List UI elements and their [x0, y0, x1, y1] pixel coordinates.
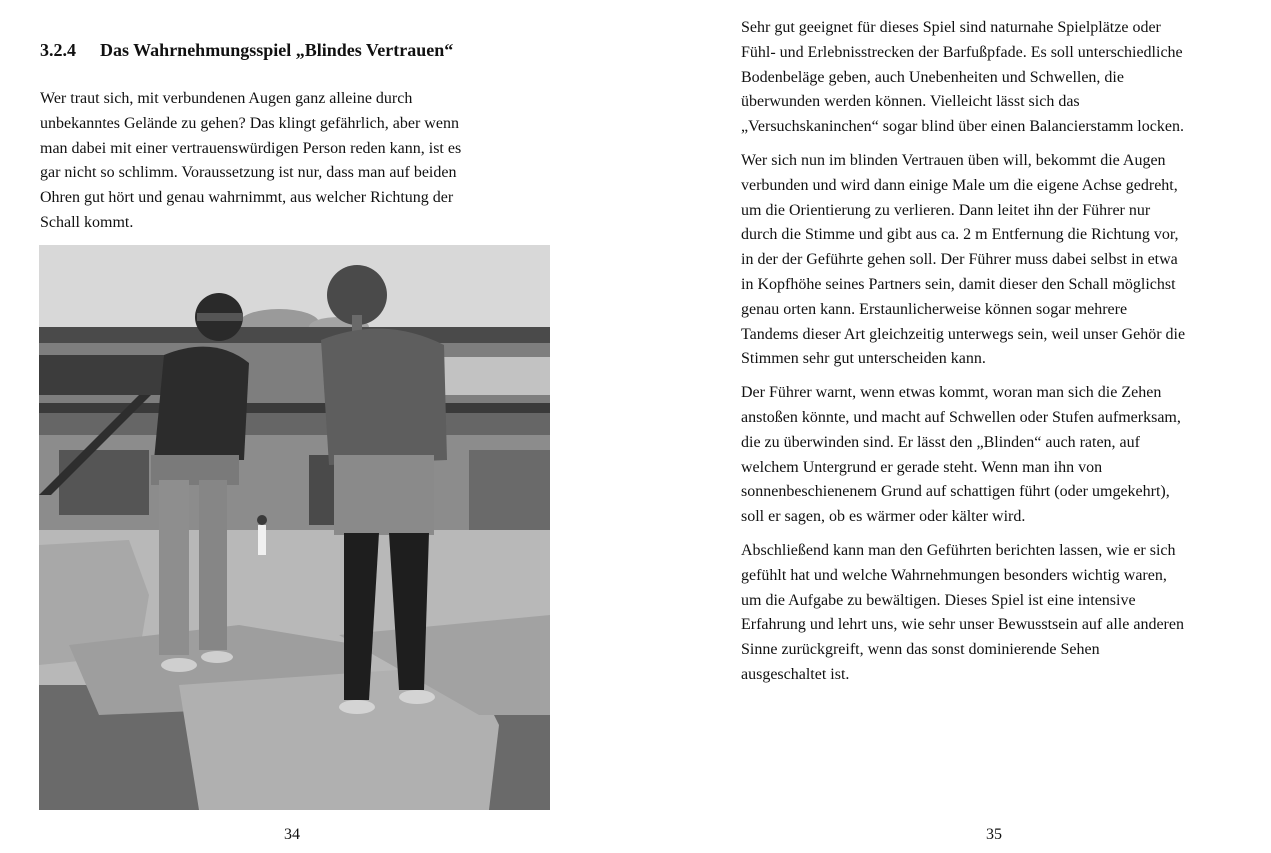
section-number: 3.2.4: [40, 40, 76, 60]
text-line: Tandems dieser Art gleichzeitig unterwegs sein, weil unser Gehör die: [741, 325, 1186, 343]
section-title: Das Wahrnehmungsspiel „Blindes Vertrauen“: [100, 40, 454, 60]
text-line: soll er sagen, ob es wärmer oder kälter wird.: [741, 508, 1026, 526]
text-line: Wer sich nun im blinden Vertrauen üben will, bekommt die Augen: [741, 151, 1166, 169]
text-line: genau orten kann. Erstaunlicherweise können sogar mehrere: [741, 300, 1128, 318]
right-page-text: [741, 16, 1261, 688]
intro-paragraph: [40, 87, 530, 236]
photo-illustration: [39, 245, 550, 810]
text-line: Fühl- und Erlebnisstrecken der Barfußpfade. Es soll unterschiedliche: [741, 43, 1183, 61]
text-line: um die Orientierung zu verlieren. Dann leitet ihn der Führer nur: [741, 201, 1151, 219]
text-line: Schall kommt.: [40, 213, 134, 231]
text-line: in der der Geführte gehen soll. Der Führer muss dabei selbst in etwa: [741, 251, 1178, 269]
text-line: um die Aufgabe zu bewältigen. Dieses Spiel ist eine intensive: [741, 591, 1136, 609]
text-line: verbunden und wird dann einige Male um die eigene Achse gedreht,: [741, 176, 1178, 194]
text-line: gefühlt hat und welche Wahrnehmungen besonders wichtig waren,: [741, 566, 1167, 584]
paragraph-1: [741, 16, 1261, 140]
text-line: Abschließend kann man den Geführten berichten lassen, wie er sich: [741, 541, 1176, 559]
text-line: überwunden werden können. Vielleicht lässt sich das: [741, 93, 1080, 111]
text-line: durch die Stimme und gibt aus ca. 2 m Entfernung die Richtung vor,: [741, 226, 1179, 244]
text-line: anstoßen könnte, und macht auf Schwellen oder Stufen aufmerksam,: [741, 408, 1181, 426]
text-line: Stimmen sehr gut unterscheiden kann.: [741, 350, 986, 368]
text-line: Wer traut sich, mit verbundenen Augen ganz alleine durch: [40, 90, 413, 107]
paragraph-3: [741, 381, 1261, 530]
text-line: in Kopfhöhe seines Partners sein, damit dieser den Schall möglichst: [741, 275, 1176, 293]
text-line: „Versuchskaninchen“ sogar blind über einen Balancierstamm locken.: [741, 118, 1184, 136]
text-line: Sinne zurückgreift, wenn das sonst dominierende Sehen: [741, 641, 1100, 659]
text-line: gar nicht so schlimm. Voraussetzung ist nur, dass man auf beiden: [40, 164, 457, 182]
photo-children-on-stones: [39, 245, 550, 810]
right-page: [600, 0, 1271, 853]
page-number-left: 34: [284, 826, 300, 843]
text-line: welchem Untergrund er gerade steht. Wenn man ihn von: [741, 458, 1103, 476]
text-line: man dabei mit einer vertrauenswürdigen Person reden kann, ist es: [40, 139, 462, 157]
page-number-right: 35: [986, 826, 1002, 843]
text-line: die zu überwinden sind. Er lässt den „Blinden“ auch raten, auf: [741, 433, 1140, 451]
text-line: Sehr gut geeignet für dieses Spiel sind naturnahe Spielplätze oder: [741, 19, 1161, 36]
text-line: Erfahrung und lehrt uns, wie sehr unser Bewusstsein auf alle anderen: [741, 616, 1184, 634]
text-line: unbekanntes Gelände zu gehen? Das klingt gefährlich, aber wenn: [40, 114, 459, 132]
paragraph-4: [741, 539, 1261, 688]
left-page: [0, 0, 600, 853]
paragraph-2: [741, 149, 1261, 372]
section-heading: [40, 38, 453, 62]
text-line: Bodenbeläge geben, auch Unebenheiten und Schwellen, die: [741, 68, 1124, 86]
text-line: ausgeschaltet ist.: [741, 665, 850, 683]
text-line: Der Führer warnt, wenn etwas kommt, woran man sich die Zehen: [741, 384, 1162, 402]
text-line: sonnenbeschienenem Grund auf schattigen führt (oder umgekehrt),: [741, 483, 1170, 501]
text-line: Ohren gut hört und genau wahrnimmt, aus welcher Richtung der: [40, 189, 454, 207]
